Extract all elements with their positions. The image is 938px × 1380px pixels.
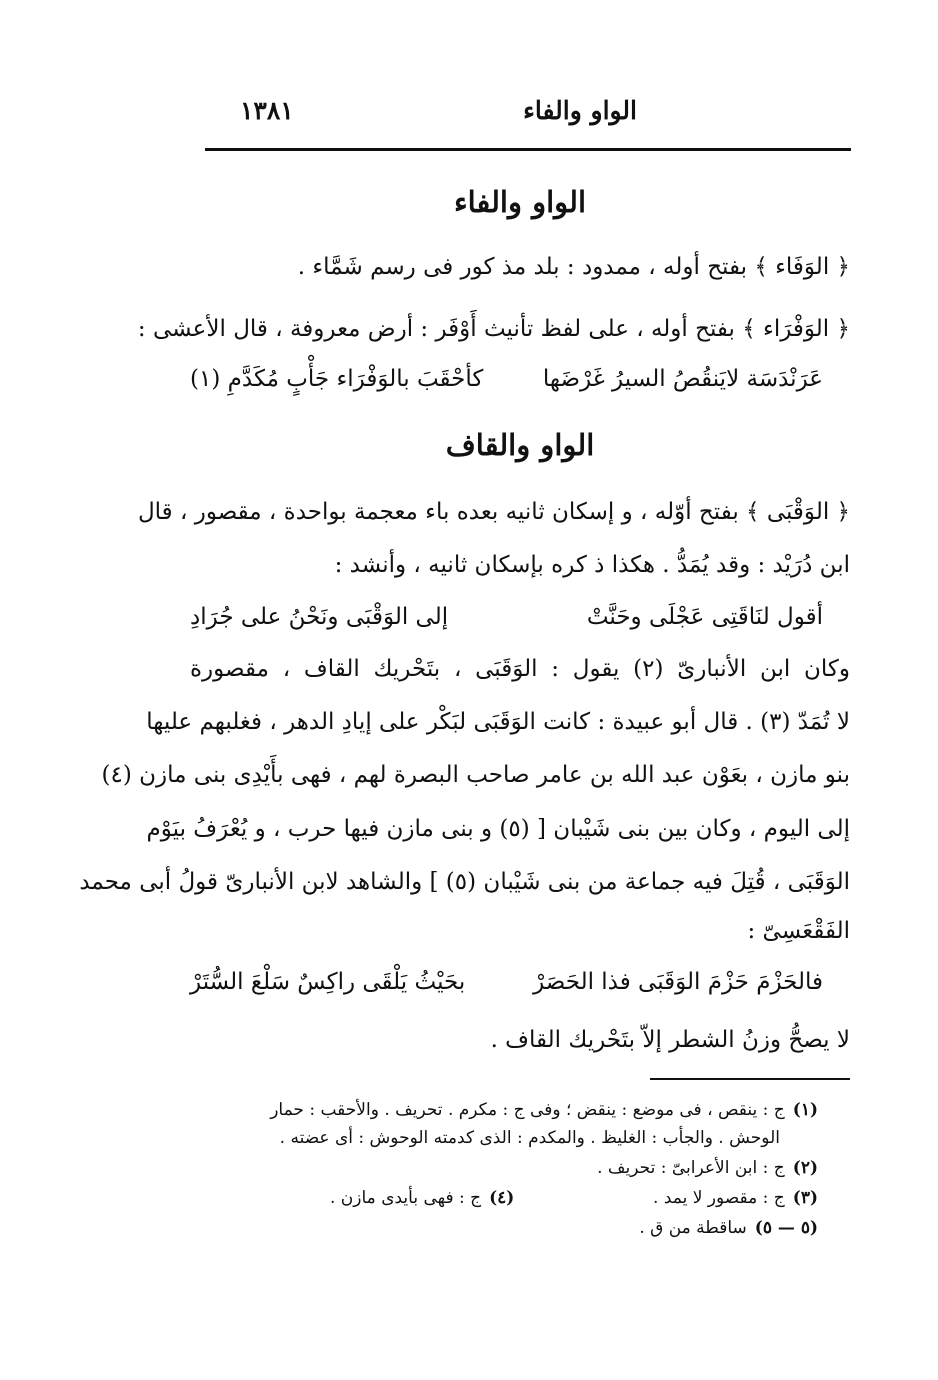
footnote-text: الوحش . والجأب : الغليظ . والمكدم : الذى كدمته الوحوش : أى عضته .: [279, 1128, 780, 1148]
entry-line: ﴿ الوَفْرَاء ﴾ بفتح أوله ، على لفظ تأنيث أَوْفَر : أرض معروفة ، قال الأعشى :: [137, 316, 850, 342]
entry-line: الفَقْعَسِىّ :: [747, 918, 850, 944]
verse-second-hemistich: بحَيْثُ يَلْقَى راكِسٌ سَلْعَ السُّتَرْ: [190, 969, 466, 995]
footnote-text: ج : فهى بأيدى مازن .: [330, 1188, 482, 1208]
verse-second-hemistich: إلى الوَقْبَى ونَحْنُ على جُرَادِ: [190, 604, 449, 630]
running-header: [240, 96, 852, 136]
header-rule: [205, 148, 851, 151]
footnote-text: ج : ابن الأعرابىّ : تحريف .: [597, 1158, 785, 1178]
footnote-text: ج : ينقص ، فى موضع : ينقض ؛ وفى ج : مكرم . تحريف . والأحقب : حمار: [270, 1100, 785, 1120]
entry-line: الوَقَبَى ، قُتِلَ فيه جماعة من بنى شَيْبان (٥) ] والشاهد لابن الأنبارىّ قولُ أبى محمد: [79, 869, 850, 895]
footnote-row-3-4: [330, 1186, 818, 1210]
section-title-waw-fa: الواو والفاء: [453, 185, 587, 219]
entry-line: لا تُمَدّ (٣) . قال أبو عبيدة : كانت الوَقَبَى لبَكْر على إيادِ الدهر ، فغلبهم عليها: [146, 709, 850, 735]
footnote-number: (٤): [489, 1188, 515, 1208]
entry-line: بنو مازن ، بعَوْن عبد الله بن عامر صاحب البصرة لهم ، فهى بأَيْدِى بنى مازن (٤): [101, 762, 850, 788]
footnote-5: [200, 1216, 818, 1240]
section-title-waw-qaf: الواو والقاف: [445, 428, 595, 462]
footnote-1: [200, 1098, 818, 1122]
footnote-4: [330, 1186, 514, 1210]
footnote-text: ج : مقصور لا يمد .: [653, 1188, 785, 1208]
footnote-number: (١): [792, 1100, 818, 1120]
entry-line: ﴿ الوَقْبَى ﴾ بفتح أوّله ، و إسكان ثانيه بعده باء معجمة بواحدة ، مقصور ، قال: [137, 499, 850, 525]
verse-first-hemistich: عَرَنْدَسَة لايَنقُصُ السيرُ غَرْضَها: [542, 366, 823, 392]
footnote-number: (٣): [792, 1188, 818, 1208]
verse-second-hemistich: كأحْقَبَ بالوَفْرَاء جَأْبٍ مُكَدَّمِ (١): [190, 366, 484, 392]
verse-first-hemistich: أقول لنَاقَتِى عَجْلَى وحَنَّتْ: [586, 604, 823, 630]
entry-line: إلى اليوم ، وكان بين بنى شَيْبان [ (٥) و بنى مازن فيها حرب ، و يُعْرَفُ بيَوْم: [146, 816, 850, 842]
footnote-2: [200, 1156, 818, 1180]
verse-line: [190, 600, 823, 634]
entry-line: وكان ابن الأنبارىّ (٢) يقول : الوَقَبَى ، بتَحْريك القاف ، مقصورة: [190, 656, 850, 682]
entry-line: ﴿ الوَفَاء ﴾ بفتح أوله ، ممدود : بلد مذ كور فى رسم شَمَّاء .: [297, 254, 850, 280]
page-number: ١٣٨١: [240, 96, 294, 125]
closing-line: لا يصحُّ وزنُ الشطر إلاّ بتَحْريك القاف .: [490, 1027, 850, 1053]
footnote-text: ساقطة من ق .: [639, 1218, 747, 1238]
verse-line: [190, 362, 823, 396]
running-title: الواو والفاء: [523, 96, 637, 125]
footnote-number: (٥ — ٥): [754, 1218, 818, 1238]
footnote-rule: [650, 1078, 850, 1080]
footnote-3: [653, 1186, 818, 1210]
entry-line: ابن دُرَيْد : وقد يُمَدُّ . هكذا ذ كره بإسكان ثانيه ، وأنشد :: [334, 552, 850, 578]
verse-first-hemistich: فالحَزْمَ حَزْمَ الوَقَبَى فذا الحَصَرْ: [533, 969, 823, 995]
verse-line: [190, 965, 823, 999]
footnote-number: (٢): [792, 1158, 818, 1178]
footnote-1-continued: [200, 1126, 780, 1150]
